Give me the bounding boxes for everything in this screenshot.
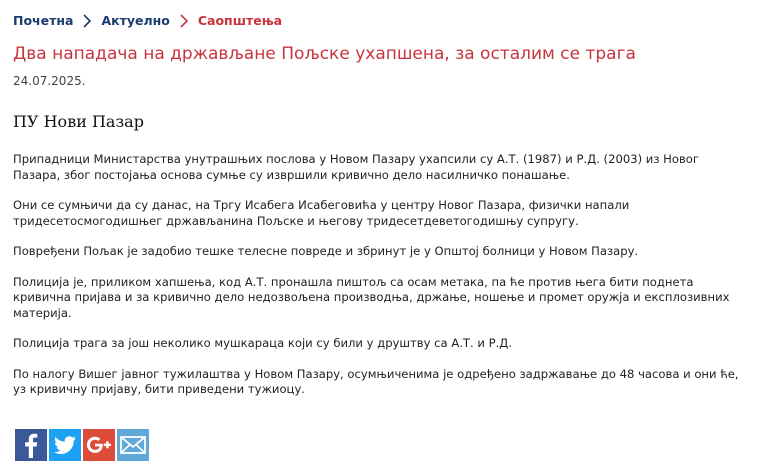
article-title: Два нападача на држављане Пољске ухапшена, за осталим се трага [13,44,636,64]
chevron-right-icon [79,14,95,28]
article-paragraph: Полиција трага за још неколико мушкараца који су били у друштву са А.Т. и Р.Д. [13,336,513,350]
article-paragraph: По налогу Вишег јавног тужилаштва у Новом Пазару, осумњиченима је одређено задржавање до 48 часова и они ће, уз кривичну пријаву, бити приведени тужиоцу. [13,366,739,396]
google-plus-icon [83,429,115,461]
breadcrumb-home[interactable]: Почетна [13,13,74,28]
breadcrumb-news[interactable]: Актуелно [101,13,170,28]
twitter-icon [49,429,81,461]
breadcrumb [13,13,282,28]
email-icon [117,429,149,461]
article-subhead: ПУ Нови Пазар [13,112,144,131]
share-google-plus-button[interactable] [83,429,115,461]
share-bar [15,429,149,461]
article-paragraph: Повређени Пољак је задобио тешке телесне повреде и збринут је у Општој болници у Новом Пазару. [13,244,639,258]
article-paragraph: Припадници Министарства унутрашњих послова у Новом Пазару ухапсили су А.Т. (1987) и Р.Д. (2003) из Новог Пазара, због постојања основа сумње су извршили кривично дело насилничко понашање. [13,152,699,182]
share-facebook-button[interactable] [15,429,47,461]
facebook-icon [15,429,47,461]
chevron-right-icon [176,14,192,28]
article-body [13,152,748,413]
article-paragraph: Полиција је, приликом хапшења, код А.Т. пронашла пиштољ са осам метака, па ће против њега бити поднета кривична пријава и за кривично дело недозвољена производња, држање, ношење и промет оружја и експлозивних материја. [13,274,730,320]
share-twitter-button[interactable] [49,429,81,461]
share-email-button[interactable] [117,429,149,461]
article-date: 24.07.2025. [13,74,86,88]
article-paragraph: Они се сумњичи да су данас, на Тргу Исабега Исабеговића у центру Новог Пазара, физички напали тридесетосмогодишњег држављанина Пољске и његову тридесетдеветогодишњу супругу. [13,198,630,228]
breadcrumb-press-releases[interactable]: Саопштења [197,13,283,28]
